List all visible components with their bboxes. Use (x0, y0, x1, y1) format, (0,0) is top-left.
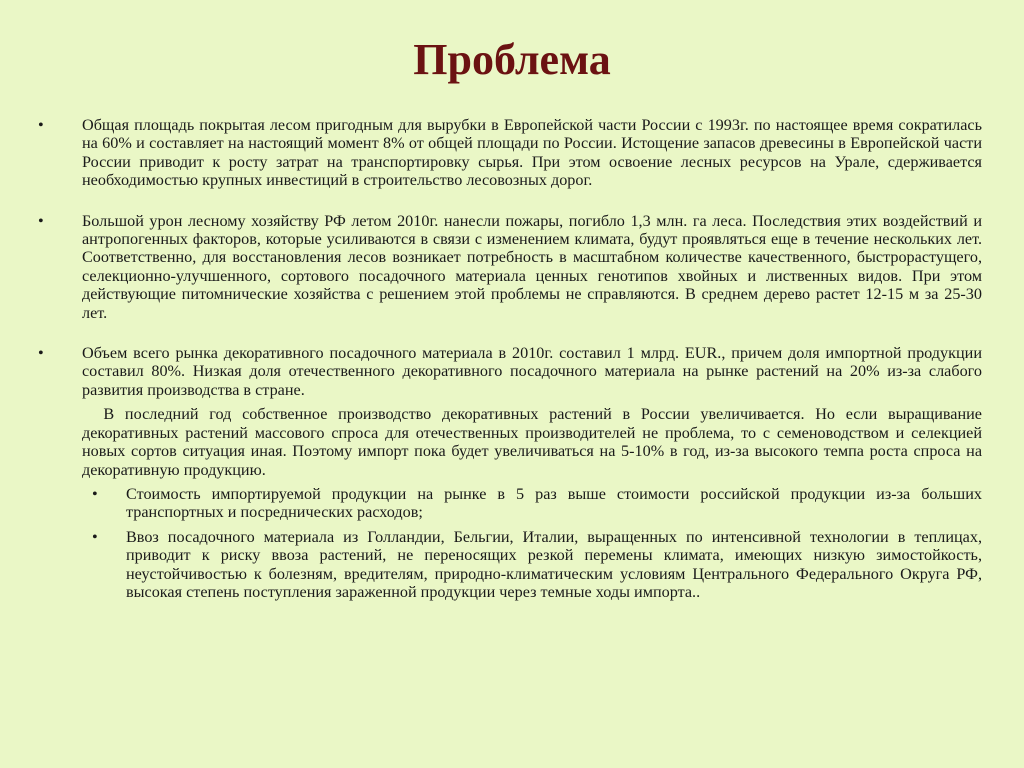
bullet-marker: • (38, 344, 44, 363)
slide-title: Проблема (413, 35, 611, 84)
sub-bullet-item-import-cost (38, 485, 982, 522)
sub-bullet-text: Ввоз посадочного материала из Голландии, Бельгии, Италии, выращенных по интенсивной технологии в теплицах, приводит к риску ввоза растений, не переносящих резкой перемены климата, имеющих низкую зимостойкость, неустойчивостью к болезням, вредителям, природно-климатическим условиям Центрального Федерального Округа РФ, высокая степень поступления зараженной продукции через темные ходы импорта.. (126, 527, 982, 601)
sub-bullet-item-import-risk (38, 528, 982, 602)
bullet-text: Большой урон лесному хозяйству РФ летом 2010г. нанесли пожары, погибло 1,3 млн. га леса. Последствия этих воздействий и антропогенных факторов, которые усиливаются в связи с изменением климата, будут проявляться еще в течение нескольких лет. Соответственно, для восстановления лесов возникает потребность в масштабном количестве качественного, быстрорастущего, селекционно-улучшенного, сортового посадочного материала ценных генотипов хвойных и лиственных видов. При этом действующие питомнические хозяйства с решением этой проблемы не справляются. В среднем дерево растет 12-15 м за 25-30 лет. (82, 211, 982, 322)
bullet-item-market-volume (38, 344, 982, 399)
bullet-item-fires (38, 212, 982, 322)
bullet-marker: • (38, 211, 44, 230)
bullet-item-forest-area (38, 116, 982, 190)
sub-bullet-marker: • (92, 484, 98, 503)
bullet-text: Объем всего рынка декоративного посадочного материала в 2010г. составил 1 млрд. EUR., причем доля импортной продукции составил 80%. Низкая доля отечественного декоративного посадочного материала на рынке растений на 20% из-за слабого развития производства в стране. (82, 344, 982, 399)
bullet-marker: • (38, 116, 44, 134)
bullet-text: Общая площадь покрытая лесом пригодным для вырубки в Европейской части России с 1993г. по настоящее время сократилась на 60% и составляет на настоящий момент 8% от общей площади по России. Истощение запасов древесины в Европейской части России приводит к росту затрат на транспортировку сырья. При этом освоение лесных ресурсов на Урале, сдерживается необходимостью крупных инвестиций в строительство лесовозных дорог. (82, 116, 982, 190)
sub-bullet-marker: • (92, 527, 98, 546)
sub-bullet-text: Стоимость импортируемой продукции на рынке в 5 раз выше стоимости российской продукции из-за больших транспортных и посреднических расходов; (126, 484, 982, 522)
continuation-paragraph: В последний год собственное производство декоративных растений в России увеличивается. Но если выращивание декоративных растений массового спроса для отечественных производителей не проблема, то с семеноводством и селекцией новых сортов ситуация иная. Поэтому импорт пока будет увеличиваться на 5-10% в год, из-за высокого темпа роста спроса на декоративную продукцию. (82, 405, 987, 479)
slide-content (38, 116, 987, 601)
